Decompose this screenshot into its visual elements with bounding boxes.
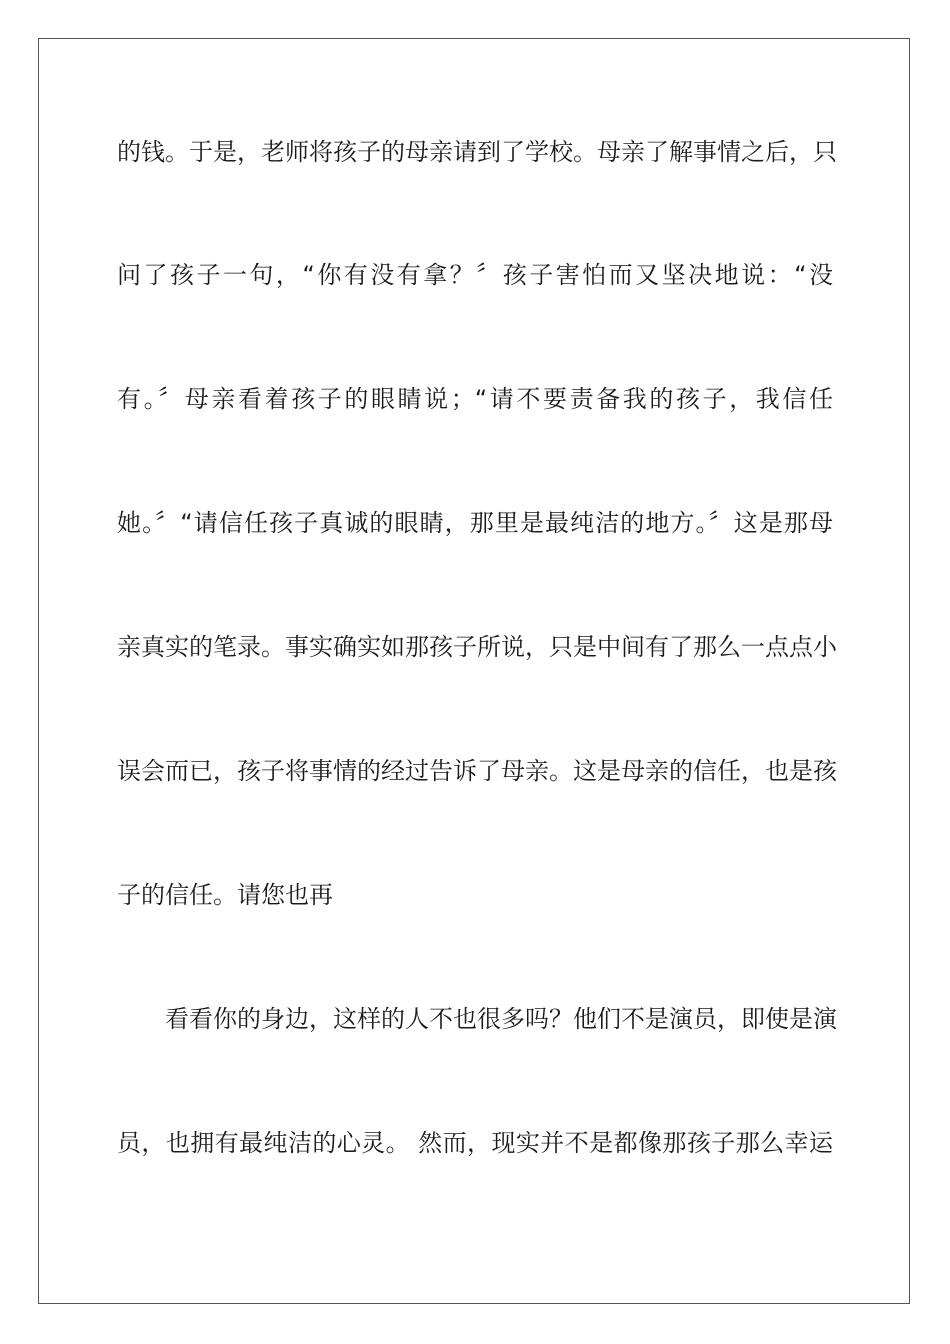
text-line: 子的信任。请您也再 <box>117 881 333 909</box>
paragraph-first-line: 看看你的身边，这样的人不也很多吗？他们不是演员，即使是演 <box>165 1005 837 1033</box>
text-line: 她。〞“请信任孩子真诚的眼睛，那里是最纯洁的地方。〞这是那母 <box>117 509 833 537</box>
text-line: 问了孩子一句，“你有没有拿？〞孩子害怕而又坚决地说：“没 <box>117 261 833 289</box>
text-line: 有。〞母亲看着孩子的眼睛说；“请不要责备我的孩子，我信任 <box>117 385 833 413</box>
text-line: 员，也拥有最纯洁的心灵。 然而，现实并不是都像那孩子那么幸运 <box>117 1129 833 1157</box>
text-line: 亲真实的笔录。事实确实如那孩子所说，只是中间有了那么一点点小 <box>117 633 837 661</box>
text-line: 误会而已，孩子将事情的经过告诉了母亲。这是母亲的信任，也是孩 <box>117 757 837 785</box>
text-line: 的钱。于是，老师将孩子的母亲请到了学校。母亲了解事情之后，只 <box>117 138 837 166</box>
page-border <box>38 38 910 1304</box>
